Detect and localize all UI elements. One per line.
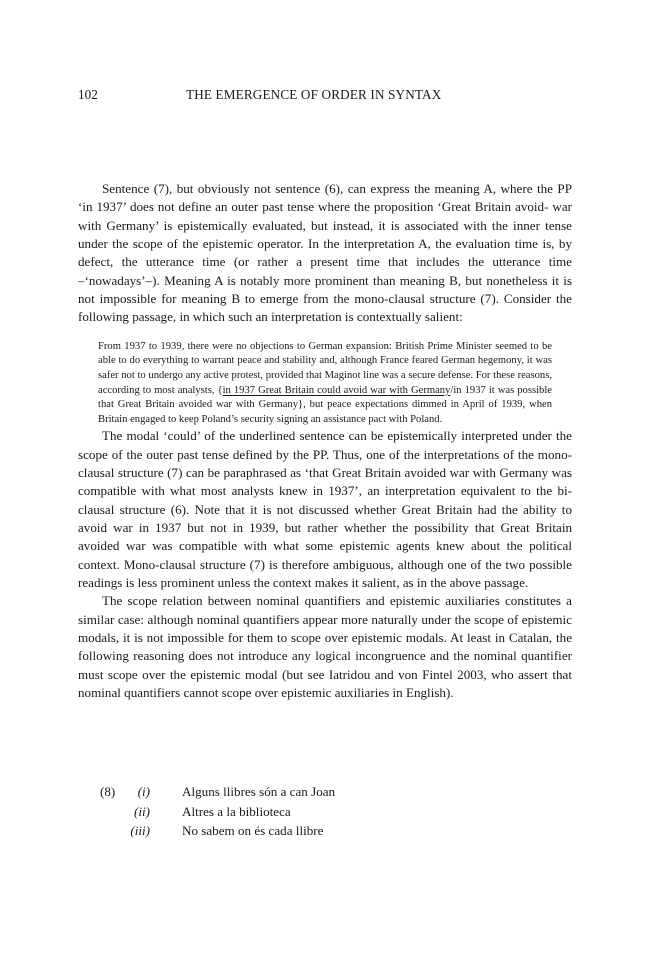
example-roman-numeral: (i) (137, 784, 150, 799)
block-quote (78, 340, 552, 428)
example-text: Alguns llibres són a can Joan (182, 784, 336, 799)
running-head (78, 86, 572, 104)
block-quote-text (98, 340, 552, 428)
quote-underlined-span: in 1937 Great Britain could avoid war with Germany (222, 384, 451, 396)
example-text: Altres a la biblioteca (182, 803, 291, 819)
quote-part-1: From 1937 to 1939, there were no objections to German expansion: British Prime Minister seemed to be able to do everything to warrant peace and stability and, although France feared German hegemony, it was safer not to undergo any active protest, provided that Maginot line was a secure defense. For these reasons, according to most analysts, { (98, 340, 552, 396)
paragraph-1: Sentence (7), but obviously not sentence (6), can express the meaning A, where the PP ‘in 1937’ does not define an outer past tense where the proposition ‘Great Britain avoid- war with Germany’ is epistemically evaluated, but instead, it is associated with the inner tense under the scope of the epistemic operator. In the interpretation A, the evaluation time is, by defect, the utterance time (or rather a present time that includes the utterance time –‘nowadays’–). Meaning A is notably more prominent than meaning B, but nonetheless it is not impossible for meaning B to emerge from the mono-clausal structure (7). Consider the following passage, in which such an interpretation is contextually salient: (78, 181, 572, 325)
paragraph-3: The scope relation between nominal quantifiers and epistemic auxiliaries constitutes a similar case: although nominal quantifiers appear more naturally under the scope of epistemic modals, it is not impossible for them to scope over epistemic modals. At least in Catalan, the following reasoning does not introduce any logical incongruence and the nominal quantifier must scope over the epistemic modal (but see Iatridou and von Fintel 2003, who assert that nominal quantifiers cannot scope over epistemic auxiliaries in English). (78, 593, 572, 701)
example-text: No sabem on és cada llibre (182, 823, 324, 839)
example-item (78, 782, 572, 802)
quote-part-2: /in 1937 it was possible that Great Britain avoided war with Germany}, but peace expectations dimmed in April of 1939, when Britain engaged to keep Poland’s security signing an assistance pact with Poland. (98, 384, 552, 425)
example-roman-numeral: (iii) (130, 823, 150, 839)
example-item (78, 802, 572, 822)
running-head-title: THE EMERGENCE OF ORDER IN SYNTAX (186, 87, 442, 102)
example-list (78, 782, 572, 841)
example-number: (8) (100, 784, 116, 799)
body-text-block (78, 180, 572, 702)
paragraph-2: The modal ‘could’ of the underlined sentence can be epistemically interpreted under the scope of the outer past tense defined by the PP. Thus, one of the interpretations of the mono-clausal structure (7) can be paraphrased as ‘that Great Britain avoided war with Germany was compatible with what most analysts knew in 1937’, an interpretation equivalent to the bi-clausal structure (6). Note that it is not discussed whether Great Britain had the ability to avoid war in 1937 but not in 1939, but rather whether the possibility that Great Britain avoided war was compatible with what some epistemic agents knew about the political context. Mono-clausal structure (7) is therefore ambiguous, although one of the two possible readings is less prominent unless the context makes it salient, as in the above passage. (78, 428, 572, 591)
page-number: 102 (78, 87, 98, 102)
example-roman-numeral: (ii) (134, 803, 150, 819)
example-item (78, 821, 572, 841)
